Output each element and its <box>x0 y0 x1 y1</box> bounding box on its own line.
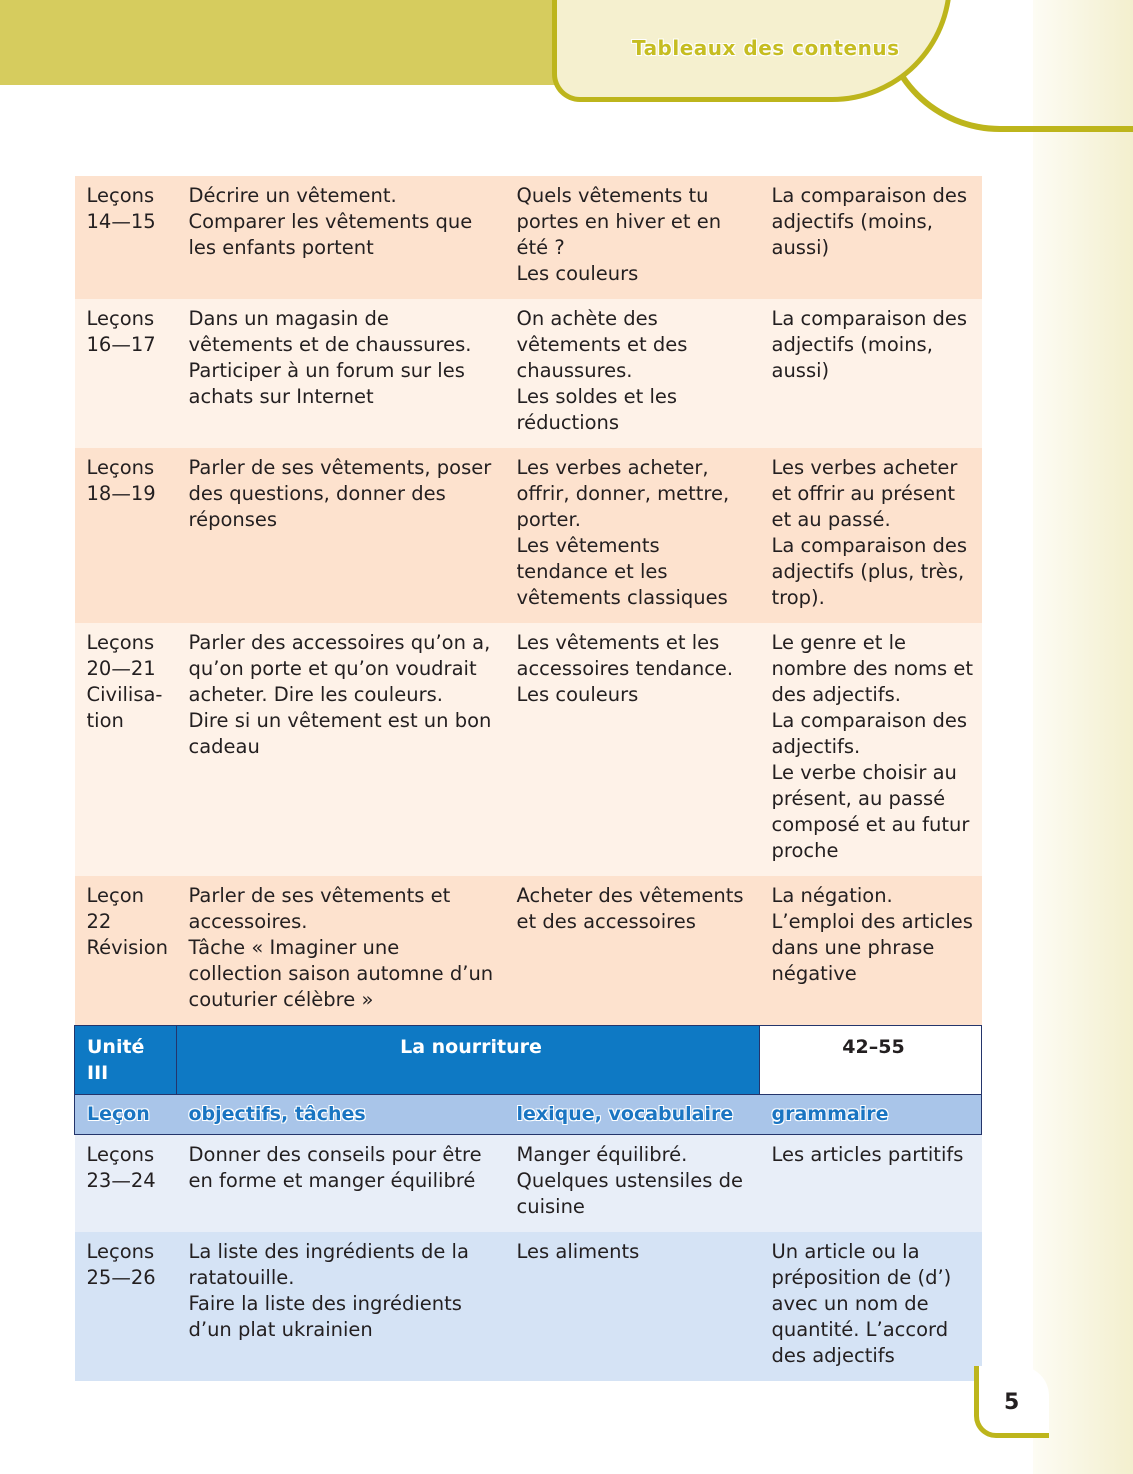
table-row <box>75 623 982 876</box>
column-header-lexique: lexique, vocabulaire <box>505 1095 760 1135</box>
table-row <box>75 299 982 448</box>
page-number: 5 <box>1004 1390 1020 1415</box>
cell-line: Les articles partitifs <box>771 1143 964 1166</box>
cell-line: 23—24 <box>86 1169 156 1192</box>
column-header-grammaire: grammaire <box>760 1095 982 1135</box>
cell-lesson <box>75 448 177 623</box>
cell-line: La comparaison des adjectifs. <box>771 709 968 758</box>
cell-lesson <box>75 1232 177 1381</box>
cell-line: Tâche « Imaginer une collection saison automne d’un couturier célèbre » <box>188 936 494 1011</box>
cell-line: Quels vêtements tu portes en hiver et en été ? <box>516 184 722 259</box>
cell-line: Un article ou la préposition de (d’) avec un nom de quantité. L’accord des adjectifs <box>771 1240 952 1367</box>
cell-line: Les vêtements tendance et les vêtements classiques <box>516 534 728 609</box>
cell-line: 14—15 <box>86 210 156 233</box>
cell-line: 25—26 <box>86 1266 156 1289</box>
cell-line: Les couleurs <box>516 683 639 706</box>
cell-line: tion <box>86 709 124 732</box>
cell-line: Leçons <box>86 456 155 479</box>
cell-lesson <box>75 176 177 299</box>
cell-lexique <box>505 176 760 299</box>
unit-row <box>75 1026 982 1095</box>
cell-line: La comparaison des adjectifs (moins, aussi) <box>771 184 968 259</box>
cell-line: Civilisa- <box>86 683 163 706</box>
cell-grammaire <box>760 299 982 448</box>
cell-line: L’emploi des articles dans une phrase négative <box>771 910 973 985</box>
unit-theme: La nourriture <box>177 1026 760 1095</box>
cell-line: Acheter des vêtements et des accessoires <box>516 884 744 933</box>
cell-lexique <box>505 1135 760 1233</box>
column-header-row <box>75 1095 982 1135</box>
cell-line: Dans un magasin de vêtements et de chaussures. <box>188 307 472 356</box>
header-band <box>0 0 560 85</box>
cell-line: Faire la liste des ingrédients d’un plat ukrainien <box>188 1292 462 1341</box>
cell-grammaire <box>760 1232 982 1381</box>
contents-table <box>74 176 982 1381</box>
unit-ii-rows <box>75 176 982 1026</box>
cell-grammaire <box>760 1135 982 1233</box>
cell-line: Décrire un vêtement. <box>188 184 397 207</box>
cell-line: Parler de ses vêtements, poser des questions, donner des réponses <box>188 456 492 531</box>
cell-line: Les couleurs <box>516 262 639 285</box>
cell-line: Les verbes acheter, offrir, donner, mettre, porter. <box>516 456 730 531</box>
cell-grammaire <box>760 448 982 623</box>
cell-line: On achète des vêtements et des chaussures. <box>516 307 688 382</box>
section-title: Tableaux des contenus <box>632 36 900 60</box>
cell-line: Révision <box>86 936 168 959</box>
cell-lesson <box>75 876 177 1026</box>
cell-line: La liste des ingrédients de la ratatouille. <box>188 1240 469 1289</box>
cell-objectifs <box>177 448 505 623</box>
cell-line: La négation. <box>771 884 893 907</box>
cell-line: Quelques ustensiles de cuisine <box>516 1169 743 1218</box>
cell-line: Les vêtements et les accessoires tendance. <box>516 631 734 680</box>
cell-lexique <box>505 623 760 876</box>
cell-objectifs <box>177 1135 505 1233</box>
unit-iii-rows <box>75 1135 982 1382</box>
cell-lesson <box>75 299 177 448</box>
cell-objectifs <box>177 299 505 448</box>
cell-lexique <box>505 448 760 623</box>
cell-line: Le genre et le nombre des noms et des adjectifs. <box>771 631 973 706</box>
cell-line: Leçons <box>86 307 155 330</box>
cell-line: Le verbe choisir au présent, au passé composé et au futur proche <box>771 761 970 862</box>
cell-objectifs <box>177 176 505 299</box>
table-row <box>75 1135 982 1233</box>
table-row <box>75 1232 982 1381</box>
table-row <box>75 876 982 1026</box>
table-row <box>75 176 982 299</box>
cell-line: Manger équilibré. <box>516 1143 688 1166</box>
cell-line: Leçons <box>86 631 155 654</box>
column-header-objectifs: objectifs, tâches <box>177 1095 505 1135</box>
cell-line: Dire si un vêtement est un bon cadeau <box>188 709 492 758</box>
cell-line: La comparaison des adjectifs (moins, aussi) <box>771 307 968 382</box>
unit-pages: 42–55 <box>760 1026 982 1095</box>
cell-line: Leçons <box>86 184 155 207</box>
cell-line: Comparer les vêtements que les enfants portent <box>188 210 473 259</box>
cell-grammaire <box>760 876 982 1026</box>
cell-line: Leçons <box>86 1143 155 1166</box>
cell-objectifs <box>177 623 505 876</box>
cell-line: Parler de ses vêtements et accessoires. <box>188 884 451 933</box>
cell-lesson <box>75 1135 177 1233</box>
cell-grammaire <box>760 176 982 299</box>
cell-line: Participer à un forum sur les achats sur Internet <box>188 359 465 408</box>
unit-iii-header <box>75 1026 982 1135</box>
cell-lexique <box>505 876 760 1026</box>
cell-line: Les aliments <box>516 1240 640 1263</box>
unit-label: Unité III <box>75 1026 177 1095</box>
cell-line: 22 <box>86 910 112 933</box>
cell-lexique <box>505 1232 760 1381</box>
cell-objectifs <box>177 876 505 1026</box>
cell-line: Parler des accessoires qu’on a, qu’on porte et qu’on voudrait acheter. Dire les couleurs. <box>188 631 491 706</box>
cell-line: 16—17 <box>86 333 156 356</box>
cell-line: 18—19 <box>86 482 156 505</box>
cell-line: Donner des conseils pour être en forme et manger équilibré <box>188 1143 482 1192</box>
cell-lesson <box>75 623 177 876</box>
cell-line: Les verbes acheter et offrir au présent et au passé. <box>771 456 958 531</box>
cell-line: Les soldes et les réductions <box>516 385 678 434</box>
cell-line: 20—21 <box>86 657 156 680</box>
column-header-lecon: Leçon <box>75 1095 177 1135</box>
cell-grammaire <box>760 623 982 876</box>
cell-objectifs <box>177 1232 505 1381</box>
cell-lexique <box>505 299 760 448</box>
cell-line: Leçon <box>86 884 145 907</box>
cell-line: Leçons <box>86 1240 155 1263</box>
table-row <box>75 448 982 623</box>
right-margin-strip <box>1033 0 1133 1474</box>
cell-line: La comparaison des adjectifs (plus, très, trop). <box>771 534 968 609</box>
